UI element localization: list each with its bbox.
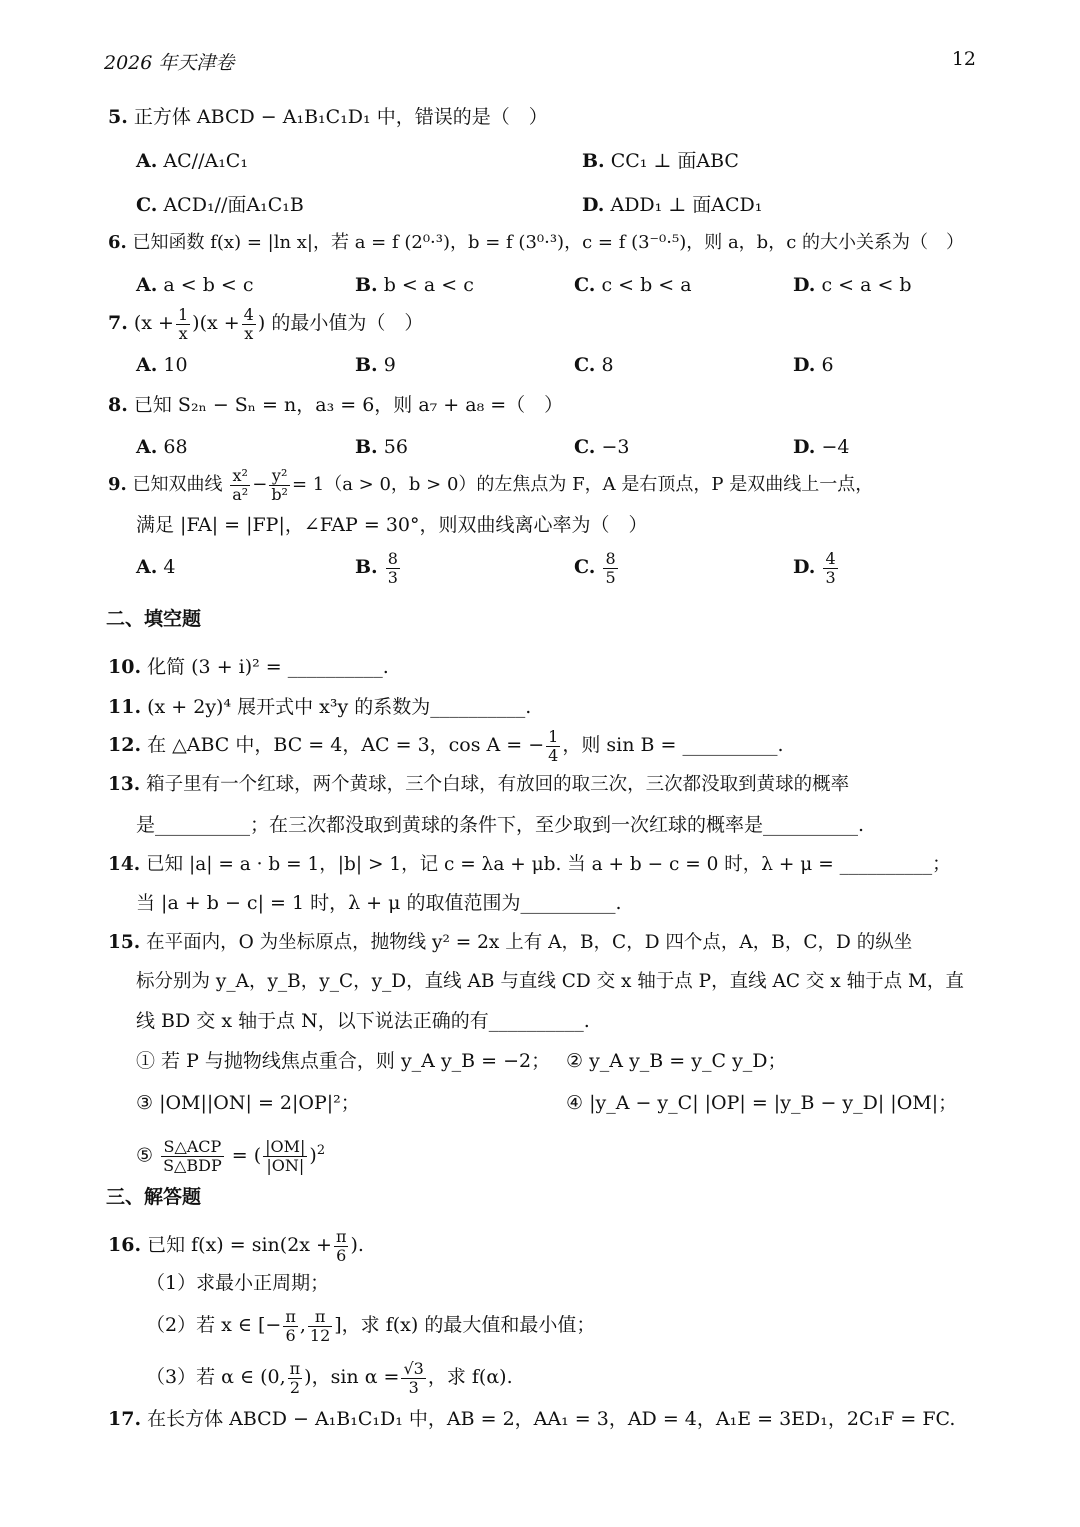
section-heading: 二、填空题 <box>106 608 202 630</box>
option-c: C. $\frac{8}{5}$ <box>574 548 616 587</box>
question-15-line2: 标分别为 y_A，y_B，y_C，y_D，直线 AB 与直线 CD 交 x 轴于点 P，直线 AC 交 x 轴于点 M，直 <box>136 971 964 992</box>
option-d: D. $\frac{4}{3}$ <box>793 548 836 587</box>
option-b: B. 56 <box>355 436 408 458</box>
option-c: C. −3 <box>574 436 630 458</box>
question-17: 17. 在长方体 ABCD − A₁B₁C₁D₁ 中，AB = 2，AA₁ = 3，AD = 4，A₁E = 3ED₁，2C₁F = FC. <box>108 1408 956 1430</box>
option-c: C. ACD₁//面A₁C₁B <box>136 194 304 216</box>
option-b: B. $\frac{8}{3}$ <box>355 548 398 587</box>
option-a: A. a < b < c <box>136 274 254 296</box>
fraction: $\frac{4}{x}$ <box>243 304 254 343</box>
subquestion-1: （1）求最小正周期； <box>146 1272 330 1294</box>
section-heading: 三、解答题 <box>106 1186 202 1208</box>
question-9: 9. 已知双曲线 $\frac{\text{x²}}{\text{a²}}$ − $\frac{\text{y²}}{\text{b²}}$ = 1（a > 0，b > 0）的左焦点为 F，A 是右顶点，P 是双曲线上一点， <box>108 465 874 504</box>
question-11: 11. (x + 2y)⁴ 展开式中 x³y 的系数为__________. <box>108 696 532 718</box>
question-stem: 正方体 ABCD − A₁B₁C₁D₁ 中，错误的是（ ） <box>133 106 548 128</box>
statement-1: ① 若 P 与抛物线焦点重合，则 y_A y_B = −2； <box>136 1050 551 1072</box>
fraction: $\frac{1}{x}$ <box>177 304 189 343</box>
question-10: 10. 化简 (3 + i)² = __________. <box>108 656 389 678</box>
header-title: 2026 年天津卷 <box>104 52 235 74</box>
subquestion-3: （3）若 α ∈ (0, $\frac{\pi}{2}$ )，sin α = $\frac{√3}{3}$ ，求 f(α). <box>146 1358 513 1397</box>
question-stem: 已知函数 f(x) = |ln x|，若 a = f (2⁰·³)，b = f (3⁰·³)，c = f (3⁻⁰·⁵)，则 a，b，c 的大小关系为（ ） <box>132 232 965 253</box>
question-5 <box>108 104 548 130</box>
option-b: B. b < a < c <box>355 274 474 296</box>
fraction: $\frac{\text{y²}}{\text{b²}}$ <box>271 465 288 504</box>
option-a: A. 68 <box>136 436 188 458</box>
option-a: A. 10 <box>136 354 188 376</box>
option-a: A. 4 <box>136 556 176 578</box>
question-14: 14. 已知 |a| = a · b = 1，|b| > 1，记 c = λa + μb. 当 a + b − c = 0 时，λ + μ = __________； <box>108 854 951 875</box>
option-d: D. c < a < b <box>793 274 912 296</box>
question-7: 7. (x + $\frac{1}{x}$ )(x + $\frac{4}{x}$ ) 的最小值为（ ） <box>108 304 424 343</box>
fraction: $\frac{\text{x²}}{\text{a²}}$ <box>232 465 249 504</box>
question-16: 16. 已知 f(x) = sin(2x + $\frac{\pi}{6}$ ). <box>108 1226 364 1265</box>
question-9-line2: 满足 |FA| = |FP|，∠FAP = 30°，则双曲线离心率为（ ） <box>136 514 648 536</box>
question-15-line3: 线 BD 交 x 轴于点 N，以下说法正确的有__________. <box>136 1010 590 1032</box>
question-8: 8. 已知 S₂ₙ − Sₙ = n，a₃ = 6，则 a₇ + a₈ =（ ） <box>108 394 564 416</box>
option-d: D. 6 <box>793 354 834 376</box>
option-c: C. c < b < a <box>574 274 692 296</box>
option-b: B. CC₁ ⊥ 面ABC <box>582 150 739 172</box>
question-14-line2: 当 |a + b − c| = 1 时，λ + μ 的取值范围为__________. <box>136 892 622 914</box>
question-stem: 已知 S₂ₙ − Sₙ = n，a₃ = 6，则 a₇ + a₈ =（ ） <box>133 394 564 416</box>
subquestion-2: （2）若 x ∈ [− $\frac{\pi}{6}$ , $\frac{\pi}{12}$ ]，求 f(x) 的最大值和最小值； <box>146 1306 596 1345</box>
question-6: 6. 已知函数 f(x) = |ln x|，若 a = f (2⁰·³)，b = f (3⁰·³)，c = f (3⁻⁰·⁵)，则 a，b，c 的大小关系为（ ） <box>108 232 965 253</box>
question-15: 15. 在平面内，O 为坐标原点，抛物线 y² = 2x 上有 A，B，C，D 四个点，A，B，C，D 的纵坐 <box>108 932 913 953</box>
fraction: $\frac{1}{4}$ <box>548 726 559 765</box>
option-d: D. ADD₁ ⊥ 面ACD₁ <box>582 194 763 216</box>
statement-3: ③ |OM||ON| = 2|OP|²； <box>136 1092 360 1114</box>
fraction: $\frac{\pi}{6}$ <box>335 1226 347 1265</box>
page-number: 12 <box>951 48 976 70</box>
question-number: 5. <box>108 106 128 128</box>
question-13-line2: 是__________；在三次都没取到黄球的条件下，至少取到一次红球的概率是__________. <box>136 814 865 836</box>
statement-2: ② y_A y_B = y_C y_D； <box>566 1050 787 1072</box>
option-b: B. 9 <box>355 354 396 376</box>
option-d: D. −4 <box>793 436 850 458</box>
statement-4: ④ |y_A − y_C| |OP| = |y_B − y_D| |OM|； <box>566 1092 958 1114</box>
option-c: C. 8 <box>574 354 614 376</box>
statement-5: ⑤ $\frac{\text{S△ACP}}{\text{S△BDP}}$ = ( $\frac{|OM|}{|ON|}$ )$^2$ <box>136 1136 326 1175</box>
question-13: 13. 箱子里有一个红球，两个黄球，三个白球，有放回的取三次，三次都没取到黄球的概率 <box>108 774 850 795</box>
option-a: A. AC//A₁C₁ <box>136 150 248 172</box>
question-12: 12. 在 △ABC 中，BC = 4，AC = 3，cos A = − $\frac{1}{4}$ ，则 sin B = __________. <box>108 726 784 765</box>
